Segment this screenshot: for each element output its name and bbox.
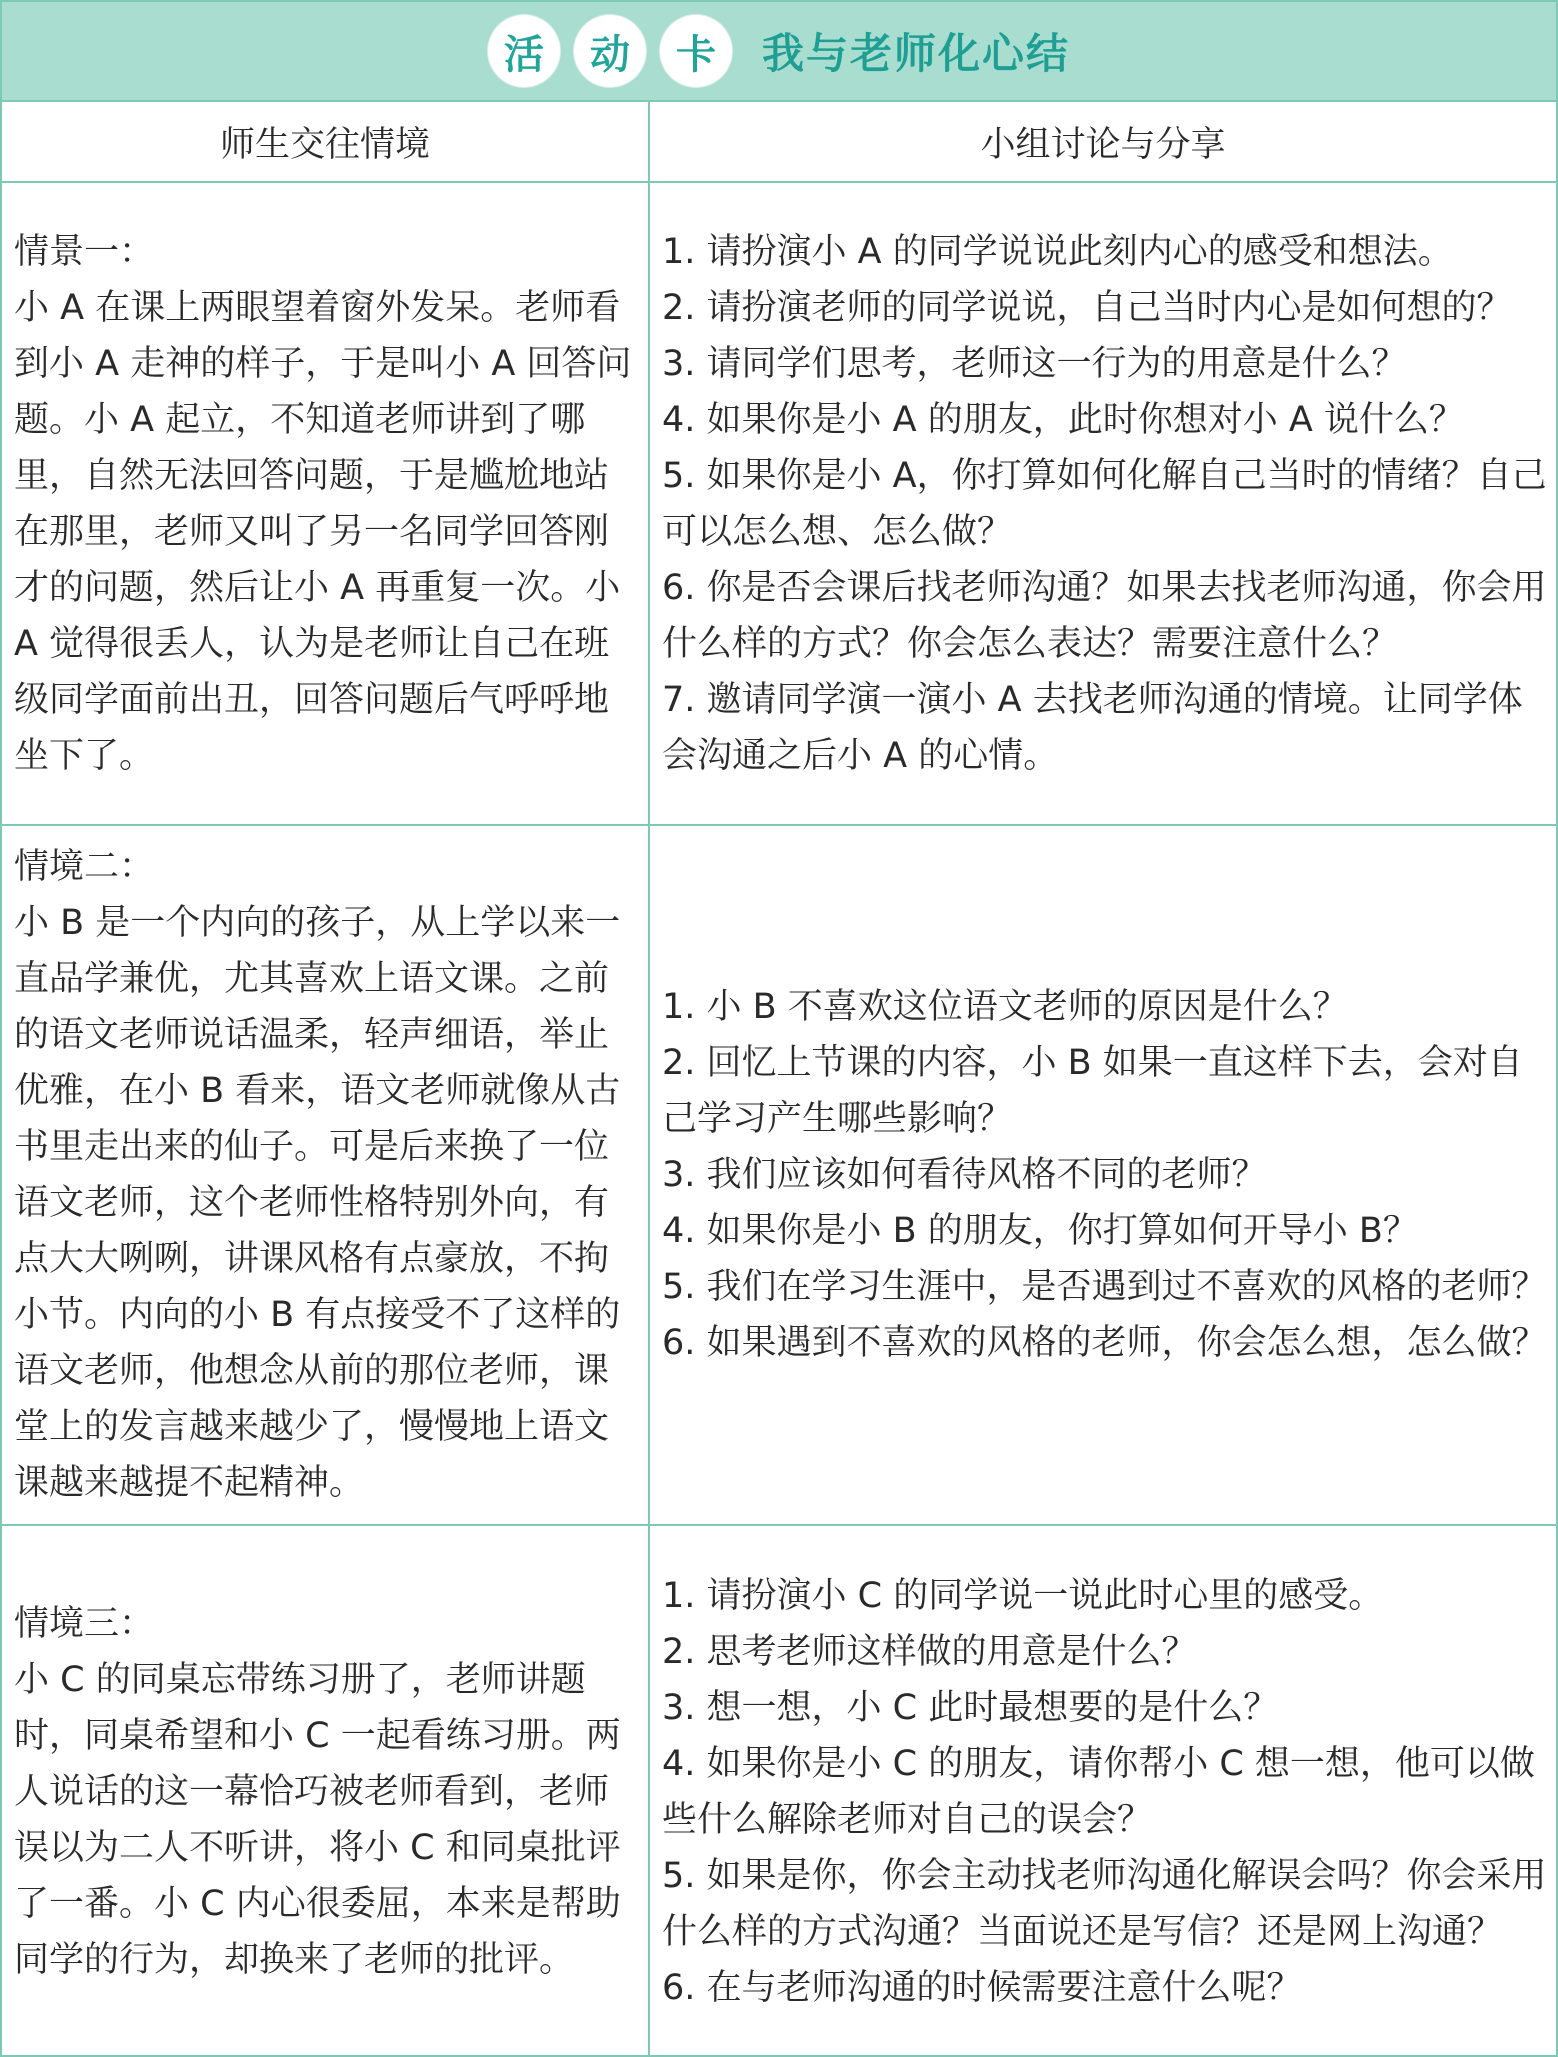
scenario-cell	[2, 825, 649, 1525]
question-item: 1. 请扮演小 C 的同学说一说此时心里的感受。	[662, 1575, 1384, 1616]
question-item: 6. 如果遇到不喜欢的风格的老师，你会怎么想，怎么做？	[662, 1323, 1547, 1363]
discussion-cell	[649, 182, 1556, 825]
discussion-cell	[649, 1525, 1556, 2057]
question-item: 6. 在与老师沟通的时候需要注意什么呢？	[662, 1967, 1302, 2008]
question-item: 4. 如果你是小 C 的朋友，请你帮小 C 想一想，他可以做些什么解除老师对自己的误会？	[662, 1743, 1535, 1840]
question-item: 3. 我们应该如何看待风格不同的老师？	[662, 1155, 1267, 1195]
question-item: 3. 请同学们思考，老师这一行为的用意是什么？	[662, 343, 1407, 384]
question-item: 5. 如果是你，你会主动找老师沟通化解误会吗？你会采用什么样的方式沟通？当面说还是写信？还是网上沟通？	[662, 1855, 1547, 1952]
header-scenario: 师生交往情境	[2, 102, 649, 182]
question-item: 1. 小 B 不喜欢这位语文老师的原因是什么？	[662, 987, 1348, 1027]
scenario-cell	[2, 1525, 649, 2057]
question-item: 6. 你是否会课后找老师沟通？如果去找老师沟通，你会用什么样的方式？你会怎么表达？需要注意什么？	[662, 567, 1547, 664]
scenario-label: 情境二：	[14, 847, 155, 887]
question-item: 3. 想一想，小 C 此时最想要的是什么？	[662, 1687, 1279, 1728]
card-title: 我与老师化心结	[761, 29, 1070, 78]
header-discussion: 小组讨论与分享	[649, 102, 1556, 182]
header-row	[2, 102, 1556, 182]
scenario-text: 小 B 是一个内向的孩子，从上学以来一直品学兼优，尤其喜欢上语文课。之前的语文老师说话温柔，轻声细语，举止优雅，在小 B 看来，语文老师就像从古书里走出来的仙子。可是后来换了一位语文老师，这个老师性格特别外向，有点大大咧咧，讲课风格有点豪放，不拘小节。内向的小 B 有点接受不了这样的语文老师，他想念从前的那位老师，课堂上的发言越来越少了，慢慢地上语文课越来越提不起精神。	[14, 903, 621, 1503]
scenario-label: 情景一：	[14, 231, 155, 272]
question-item: 5. 我们在学习生涯中，是否遇到过不喜欢的风格的老师？	[662, 1267, 1547, 1307]
question-item: 1. 请扮演小 A 的同学说说此刻内心的感受和想法。	[662, 231, 1453, 272]
scenario-table	[2, 102, 1556, 2057]
badge-dong: 动	[574, 15, 646, 87]
question-item: 5. 如果你是小 A，你打算如何化解自己当时的情绪？自己可以怎么想、怎么做？	[662, 455, 1547, 552]
table-row	[2, 1525, 1556, 2057]
question-item: 7. 邀请同学演一演小 A 去找老师沟通的情境。让同学体会沟通之后小 A 的心情。	[662, 679, 1523, 776]
scenario-text: 小 A 在课上两眼望着窗外发呆。老师看到小 A 走神的样子，于是叫小 A 回答问题。小 A 起立，不知道老师讲到了哪里，自然无法回答问题，于是尴尬地站在那里，老师又叫了另一名同学回答刚才的问题，然后让小 A 再重复一次。小 A 觉得很丢人，认为是老师让自己在班级同学面前出丑，回答问题后气呼呼地坐下了。	[14, 287, 632, 776]
badge-huo: 活	[488, 15, 560, 87]
question-item: 4. 如果你是小 B 的朋友，你打算如何开导小 B？	[662, 1211, 1418, 1251]
scenario-cell	[2, 182, 649, 825]
title-bar	[2, 2, 1556, 102]
scenario-text: 小 C 的同桌忘带练习册了，老师讲题时，同桌希望和小 C 一起看练习册。两人说话的这一幕恰巧被老师看到，老师误以为二人不听讲，将小 C 和同桌批评了一番。小 C 内心很委屈，本来是帮助同学的行为，却换来了老师的批评。	[14, 1659, 621, 1980]
question-item: 2. 请扮演老师的同学说说，自己当时内心是如何想的？	[662, 287, 1512, 328]
badge-ka: 卡	[660, 15, 732, 87]
table-row	[2, 182, 1556, 825]
scenario-label: 情境三：	[14, 1603, 155, 1644]
question-item: 4. 如果你是小 A 的朋友，此时你想对小 A 说什么？	[662, 399, 1464, 440]
table-row	[2, 825, 1556, 1525]
question-item: 2. 思考老师这样做的用意是什么？	[662, 1631, 1197, 1672]
discussion-cell	[649, 825, 1556, 1525]
question-item: 2. 回忆上节课的内容，小 B 如果一直这样下去，会对自己学习产生哪些影响？	[662, 1043, 1523, 1139]
badge-group	[488, 15, 732, 87]
